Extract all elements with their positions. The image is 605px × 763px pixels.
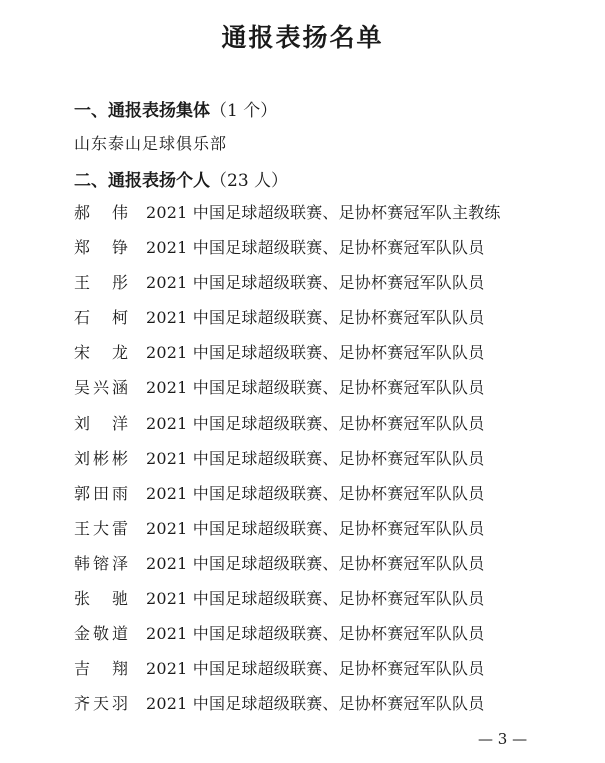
section-heading-individual-count: （23 人）	[210, 171, 289, 191]
section-heading-individual	[74, 166, 288, 191]
person-description: 2021 中国足球超级联赛、足协杯赛冠军队队员	[146, 378, 485, 398]
person-name: 石 柯	[74, 308, 128, 328]
person-description: 2021 中国足球超级联赛、足协杯赛冠军队队员	[146, 343, 485, 363]
list-item	[74, 551, 501, 586]
list-item	[74, 270, 501, 305]
person-name: 韩镕泽	[74, 553, 128, 573]
person-name: 郑 铮	[74, 238, 128, 258]
page-number: — 3 —	[478, 730, 528, 748]
list-item	[74, 586, 501, 621]
person-description: 2021 中国足球超级联赛、足协杯赛冠军队队员	[146, 448, 485, 468]
person-name: 张 驰	[74, 589, 128, 609]
page-title: 通报表扬名单	[221, 23, 384, 52]
person-name: 王 彤	[74, 273, 128, 293]
person-description: 2021 中国足球超级联赛、足协杯赛冠军队队员	[146, 589, 485, 609]
list-item	[74, 656, 501, 691]
list-item	[74, 340, 501, 375]
person-name: 郭田雨	[74, 483, 128, 503]
person-name: 刘 洋	[74, 413, 128, 433]
person-name: 王大雷	[74, 518, 128, 538]
person-description: 2021 中国足球超级联赛、足协杯赛冠军队队员	[146, 483, 485, 503]
person-list	[74, 200, 501, 726]
person-description: 2021 中国足球超级联赛、足协杯赛冠军队队员	[146, 553, 485, 573]
person-description: 2021 中国足球超级联赛、足协杯赛冠军队队员	[146, 238, 485, 258]
person-name: 金敬道	[74, 624, 128, 644]
person-description: 2021 中国足球超级联赛、足协杯赛冠军队队员	[146, 308, 485, 328]
list-item	[74, 481, 501, 516]
person-name: 郝 伟	[74, 203, 128, 222]
person-description: 2021 中国足球超级联赛、足协杯赛冠军队队员	[146, 413, 485, 433]
section-heading-collective	[74, 96, 277, 121]
list-item	[74, 235, 501, 270]
list-item	[74, 621, 501, 656]
person-name: 齐天羽	[74, 694, 128, 714]
person-description: 2021 中国足球超级联赛、足协杯赛冠军队队员	[146, 273, 485, 293]
person-description: 2021 中国足球超级联赛、足协杯赛冠军队队员	[146, 694, 485, 714]
section-heading-individual-label: 二、通报表扬个人	[74, 171, 210, 191]
person-description: 2021 中国足球超级联赛、足协杯赛冠军队队员	[146, 624, 485, 644]
person-name: 宋 龙	[74, 343, 128, 363]
person-name: 刘彬彬	[74, 448, 128, 468]
list-item	[74, 516, 501, 551]
list-item	[74, 305, 501, 340]
section-heading-collective-count: （1 个）	[210, 101, 278, 121]
list-item	[74, 411, 501, 446]
collective-name: 山东泰山足球俱乐部	[74, 134, 228, 153]
person-name: 吴兴涵	[74, 378, 128, 398]
list-item	[74, 375, 501, 410]
section-heading-collective-label: 一、通报表扬集体	[74, 101, 210, 121]
person-description: 2021 中国足球超级联赛、足协杯赛冠军队队员	[146, 518, 485, 538]
person-description: 2021 中国足球超级联赛、足协杯赛冠军队主教练	[146, 203, 501, 222]
list-item	[74, 200, 501, 235]
list-item	[74, 446, 501, 481]
person-description: 2021 中国足球超级联赛、足协杯赛冠军队队员	[146, 659, 485, 679]
person-name: 吉 翔	[74, 659, 128, 679]
list-item	[74, 691, 501, 726]
